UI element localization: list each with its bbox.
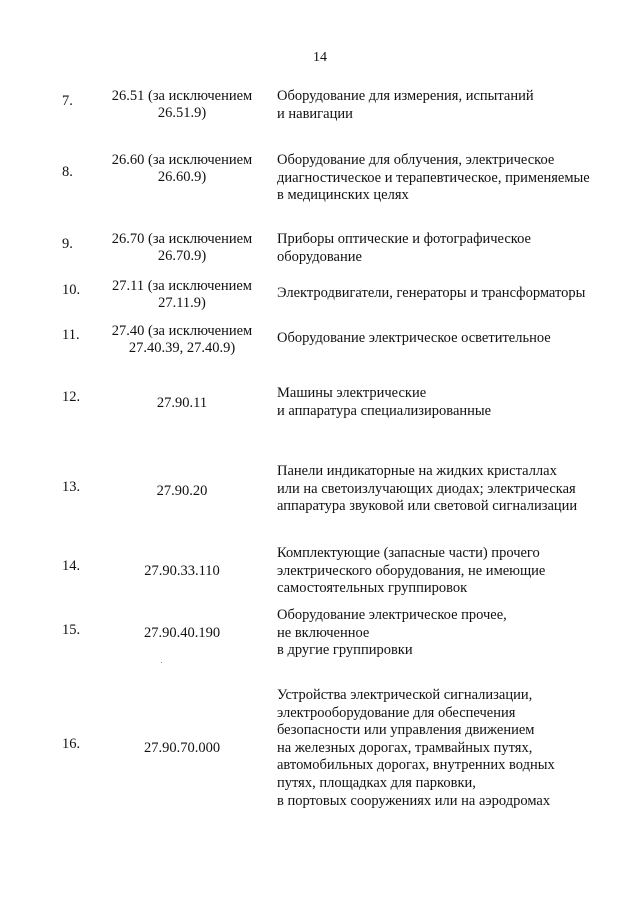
row-description: Приборы оптические и фотографическое оборудование <box>277 231 531 265</box>
okpd-code: 26.51 (за исключением 26.51.9) <box>111 88 253 121</box>
row-description: Панели индикаторные на жидких кристаллах или на светоизлучающих диодах; электрическая аппаратура звуковой или световой сигнализации <box>277 463 578 515</box>
row-number: 13. <box>62 479 81 495</box>
row-number: 14. <box>62 558 81 574</box>
row-number: 15. <box>62 622 81 638</box>
row-number: 11. <box>62 327 80 343</box>
row-number: 8. <box>62 164 73 180</box>
row-description: Оборудование электрическое прочее, не включенное в другие группировки <box>277 607 507 659</box>
okpd-code: 27.90.33.110 <box>144 563 220 579</box>
row-description: Устройства электрической сигнализации, электрооборудование для обеспечения безопасности или управления движением на железных дорогах, трамвайных путях, автомобильных дорогах, внутренних водных путях, площадках для парковки, в портовых сооружениях или на аэродромах <box>277 687 555 809</box>
okpd-code: 27.90.20 <box>156 483 208 499</box>
okpd-code: 27.90.70.000 <box>143 740 221 756</box>
row-number: 9. <box>62 236 73 252</box>
row-number: 7. <box>62 93 73 109</box>
okpd-code: 27.40 (за исключением 27.40.39, 27.40.9) <box>111 323 253 356</box>
page-number: 14 <box>313 50 327 65</box>
okpd-code: 26.60 (за исключением 26.60.9) <box>111 152 253 185</box>
row-description: Оборудование для измерения, испытаний и навигации <box>277 88 534 122</box>
row-number: 10. <box>62 282 81 298</box>
row-description: Оборудование для облучения, электрическое диагностическое и терапевтическое, применяемые в медицинских целях <box>277 152 590 204</box>
row-description: Оборудование электрическое осветительное <box>277 330 551 346</box>
row-description: Электродвигатели, генераторы и трансформаторы <box>277 285 586 301</box>
row-description: Машины электрические и аппаратура специализированные <box>277 385 492 419</box>
okpd-code: 26.70 (за исключением 26.70.9) <box>111 231 253 264</box>
row-description: Комплектующие (запасные части) прочего электрического оборудования, не имеющие самостоятельных группировок <box>277 545 546 597</box>
row-number: 12. <box>62 389 81 405</box>
okpd-code: 27.90.40.190 <box>143 625 221 641</box>
row-number: 16. <box>62 736 81 752</box>
scan-speck <box>161 662 162 663</box>
okpd-code: 27.90.11 <box>156 395 208 411</box>
okpd-code: 27.11 (за исключением 27.11.9) <box>112 278 252 311</box>
